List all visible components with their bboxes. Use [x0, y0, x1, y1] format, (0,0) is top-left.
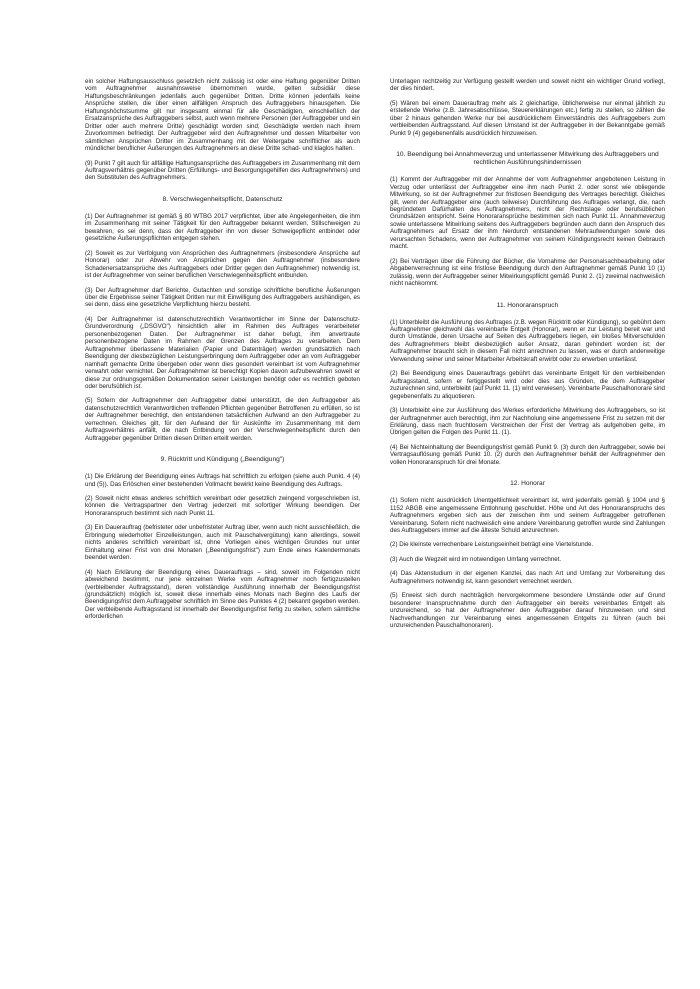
right-paragraph: (4) Bei Nichteinhaltung der Beendigungsfrist gemäß Punkt 9. (3) durch den Auftraggeber, sowie bei Vertragsauflösung gemäß Punkt 10. (2) durch den Auftragnehmer behält der Auftragnehmer den vollen Honoraranspruch für drei Monate. [390, 443, 665, 466]
right-paragraph: (5) Wären bei einem Dauerauftrag mehr als 2 gleichartige, üblicherweise nur einmal jährlich zu erstellende Werke (z.B. Jahresabschlüsse, Steuererklärungen etc.) fertig zu stellen, so zählen die über 2 hinaus gehenden Werke nur bei ausdrücklichem Einverständnis des Auftraggebers zum verbleibenden Auftragsstand. Auf diesen Umstand ist der Auftraggeber in der Bekanntgabe gemäß Punkt 9 (4) gegebenenfalls ausdrücklich hinzuweisen. [390, 99, 665, 137]
right-section-heading: 11. Honoraranspruch [496, 301, 559, 309]
left-paragraph: (3) Ein Dauerauftrag (befristeter oder unbefristeter Auftrag über, wenn auch nicht ausschließlich, die Erbringung wiederholter Einzelleistungen, auch mit Pauschalvergütung) kann allerdings, soweit nichts anderes schriftlich vereinbart ist, ohne Vorliegen eines wichtigen Grundes nur unter Einhaltung einer Frist von drei Monaten („Beendigungsfrist") zum Ende eines Kalendermonats beendet werden. [85, 524, 360, 562]
left-paragraph: (2) Soweit nicht etwas anderes schriftlich vereinbart oder gesetzlich zwingend vorgeschrieben ist, können die Vertragspartner den Vertrag jederzeit mit sofortiger Wirkung beendigen. Der Honoraranspruch bestimmt sich nach Punkt 11. [85, 495, 360, 517]
left-paragraph: (9) Punkt 7 gilt auch für allfällige Haftungsansprüche des Auftraggebers im Zusammenhang mit dem Auftragsverhältnis gegenüber Dritten (Erfüllungs- und Besorgungsgehilfen des Auftragnehmers) und den Substituten des Auftragnehmers. [85, 159, 360, 182]
right-paragraph: (5) Erweist sich durch nachträglich hervorgekommene besondere Umstände oder auf Grund besonderer Inanspruchnahme durch den Auftraggeber ein bereits vereinbartes Entgelt als unzureichend, so hat der Auftragnehmer den Auftraggeber darauf hinzuweisen und sind Nachverhandlungen zur Vereinbarung eines angemessenen Entgelts zu führen (auch bei unzureichenden Pauschalhonoraren). [390, 592, 665, 630]
right-section-heading: 10. Beendigung bei Annahmeverzug und unterlassener Mitwirkung des Auftraggebers und rechtlichen Ausführungshindernissen [396, 151, 659, 167]
right-paragraph: (2) Die kleinste verrechenbare Leistungseinheit beträgt eine Viertelstunde. [390, 541, 594, 549]
right-paragraph: (2) Bei Beendigung eines Dauerauftrags gebührt das vereinbarte Entgelt für den verbleibenden Auftragsstand, sofern er fertiggestellt wird oder dies aus Gründen, die dem Auftraggeber zuzurechnen sind, unterbleibt (auf Punkt 11. (1) wird verwiesen). Vereinbarte Pauschalhonorare sind gegebenenfalls zu aliquotieren. [390, 370, 665, 400]
right-paragraph: (1) Unterbleibt die Ausführung des Auftrages (z.B. wegen Rücktritt oder Kündigung), so gebührt dem Auftragnehmer gleichwohl das vereinbarte Entgelt (Honorar), wenn er zur Leistung bereit war und durch Umstände, deren Ursache auf Seiten des Auftraggebers liegen, ein bloßes Mitverschulden des Auftragnehmers bleibt diesbezüglich außer Ansatz, daran gehindert worden ist; der Auftragnehmer braucht sich in diesem Fall nicht anrechnen zu lassen, was er durch anderweitige Verwendung seiner und seiner Mitarbeiter Arbeitskraft erwirbt oder zu erwerben unterlässt. [390, 318, 665, 363]
left-paragraph: ein solcher Haftungsausschluss gesetzlich nicht zulässig ist oder eine Haftung gegenüber Dritten vom Auftragnehmer ausnahmsweise übernommen wurde, gelten subsidiär diese Haftungsbeschränkungen jedenfalls auch gegenüber Dritten. Dritte können jedenfalls keine Ansprüche stellen, die über einen allfälligen Anspruch des Auftraggebers hinausgehen. Die Haftungshöchstsumme gilt nur insgesamt einmal für alle Geschädigten, einschließlich der Ersatzansprüche des Auftraggebers selbst, auch wenn mehrere Personen (der Auftraggeber und ein Dritter oder auch mehrere Dritte) geschädigt worden sind; Geschädigte werden nach ihrem Zuvorkommen befriedigt. Der Auftraggeber wird den Auftragnehmer und dessen Mitarbeiter von sämtlichen Ansprüchen Dritter im Zusammenhang mit der Weitergabe schriftlicher als auch mündlicher beruflicher Äußerungen des Auftragnehmers an diese Dritte schad- und klaglos halten. [85, 78, 360, 153]
right-paragraph: (3) Unterbleibt eine zur Ausführung des Werkes erforderliche Mitwirkung des Auftraggebers, so ist der Auftragnehmer auch berechtigt, ihm zur Nachholung eine angemessene Frist zu setzen mit der Erklärung, dass nach fruchtlosem Verstreichen der Frist der Vertrag als aufgehoben gelte, im Übrigen gelten die Folgen des Punkt 11. (1). [390, 407, 665, 437]
right-paragraph: (4) Das Aktenstudium in der eigenen Kanzlei, das nach Art und Umfang zur Vorbereitung des Auftragnehmers notwendig ist, kann gesondert verrechnet werden. [390, 570, 665, 585]
right-paragraph: Unterlagen rechtzeitig zur Verfügung gestellt werden und soweit nicht ein wichtiger Grund vorliegt, der dies hindert. [390, 78, 665, 93]
left-paragraph: (4) Nach Erklärung der Beendigung eines Dauerauftrags – sind, soweit im Folgenden nicht abweichend bestimmt, nur jene einzelnen Werke vom Auftragnehmer noch fertigzustellen (verbleibender Auftragsstand), deren vollständige Ausführung innerhalb der Beendigungsfrist (grundsätzlich) möglich ist, soweit diese innerhalb eines Monats nach Beginn des Laufs der Beendigungsfrist dem Auftraggeber schriftlich im Sinne des Punktes 4 (2) bekannt gegeben werden. Der verbleibende Auftragsstand ist innerhalb der Beendigungsfrist fertig zu stellen, sofern sämtliche erforderlichen [85, 568, 360, 621]
left-paragraph: (1) Der Auftragnehmer ist gemäß § 80 WTBG 2017 verpflichtet, über alle Angelegenheiten, die ihm im Zusammenhang mit seiner Tätigkeit für den Auftraggeber bekannt werden, Stillschweigen zu bewahren, es sei denn, dass der Auftraggeber ihn von dieser Schweigepflicht entbindet oder gesetzliche Äußerungspflichten entgegen stehen. [85, 212, 360, 243]
left-paragraph: (3) Der Auftragnehmer darf Berichte, Gutachten und sonstige schriftliche berufliche Äußerungen über die Ergebnisse seiner Tätigkeit Dritten nur mit Einwilligung des Auftraggebers aushändigen, es sei denn, dass eine gesetzliche Verpflichtung hierzu besteht. [85, 286, 360, 309]
left-paragraph: (2) Soweit es zur Verfolgung von Ansprüchen des Auftragnehmers (insbesondere Ansprüche auf Honorar) oder zur Abwehr von Ansprüchen gegen den Auftragnehmer (insbesondere Schadenersatzansprüche des Auftraggebers oder Dritter gegen den Auftragnehmer) notwendig ist, ist der Auftragnehmer von seiner beruflichen Verschwiegenheitspflicht entbunden. [85, 249, 360, 280]
left-paragraph: (5) Sofern der Auftragnehmer den Auftraggeber dabei unterstützt, die den Auftraggeber als datenschutzrechtlich Verantwortlichen treffenden Pflichten gegenüber Betroffenen zu erfüllen, so ist der Auftragnehmer berechtigt, den entstandenen tatsächlichen Aufwand an den Auftraggeber zu verrechnen. Gleiches gilt, für den Aufwand der für Auskünfte im Zusammenhang mit dem Auftragsverhältnis anfällt, die nach Entbindung von der Verschwiegenheitspflicht durch den Auftraggeber gegenüber Dritten diesen Dritten erteilt werden. [85, 397, 360, 442]
right-paragraph: (1) Kommt der Auftraggeber mit der Annahme der vom Auftragnehmer angebotenen Leistung in Verzug oder unterlässt der Auftraggeber eine ihm nach Punkt 2. oder sonst wie obliegende Mitwirkung, so ist der Auftragnehmer zur fristlosen Beendigung des Vertrages berechtigt. Gleiches gilt, wenn der Auftraggeber eine (auch teilweise) Durchführung des Auftrages verlangt, die, nach begründetem Dafürhalten des Auftragnehmers, nicht der Rechtslage oder berufsüblichen Grundsätzen entspricht. Seine Honoraransprüche bestimmen sich nach Punkt 11. Annahmeverzug sowie unterlassene Mitwirkung seitens des Auftraggebers begründen auch dann den Anspruch des Auftragnehmers auf Ersatz der ihm hierdurch entstandenen Mehraufwendungen sowie des verursachten Schadens, wenn der Auftragnehmer von seinem Kündigungsrecht keinen Gebrauch macht. [390, 176, 665, 251]
left-section-heading: 8. Verschwiegenheitspflicht, Datenschutz [162, 195, 283, 203]
right-paragraph: (2) Bei Verträgen über die Führung der Bücher, die Vornahme der Personalsachbearbeitung oder Abgabenverrechnung ist eine fristlose Beendigung durch den Auftragnehmer gemäß Punkt 10 (1) zulässig, wenn der Auftraggeber seiner Mitwirkungspflicht gemäß Punkt 2. (1) zweimal nachweislich nicht nachkommt. [390, 257, 665, 288]
right-column [390, 78, 665, 637]
right-section-heading: 12. Honorar [510, 480, 545, 488]
left-column [85, 78, 360, 628]
left-paragraph: (4) Der Auftragnehmer ist datenschutzrechtlich Verantwortlicher im Sinne der Datenschutz-Grundverordnung („DSGVO") hinsichtlich aller im Rahmen des Auftrages verarbeiteter personenbezogenen Daten. Der Auftragnehmer ist daher befugt, ihm anvertraute personenbezogene Daten im Rahmen der Grenzen des Auftrages zu verarbeiten. Dem Auftragnehmer überlassene Materialien (Papier und Datenträger) werden grundsätzlich nach Beendigung der diesbezüglichen Leistungserbringung dem Auftraggeber oder an vom Auftraggeber namhaft gemachte Dritte übergeben oder wenn dies gesondert vereinbart ist vom Auftragnehmer verwahrt oder vernichtet. Der Auftragnehmer ist berechtigt Kopien davon aufzubewahren soweit er diese zur ordnungsgemäßen Dokumentation seiner Leistungen benötigt oder es rechtlich geboten oder berufsüblich ist. [85, 315, 360, 390]
left-paragraph: (1) Die Erklärung der Beendigung eines Auftrags hat schriftlich zu erfolgen (siehe auch Punkt. 4 (4) und (5)). Das Erlöschen einer bestehenden Vollmacht bewirkt keine Beendigung des Auftrags. [85, 473, 360, 488]
right-paragraph: (1) Sofern nicht ausdrücklich Unentgeltlichkeit vereinbart ist, wird jedenfalls gemäß § 1004 und § 1152 ABGB eine angemessene Entlohnung geschuldet. Höhe und Art des Honoraranspruchs des Auftragnehmers ergeben sich aus der zwischen ihm und seinem Auftraggeber getroffenen Vereinbarung. Sofern nicht nachweislich eine andere Vereinbarung getroffen wurde sind Zahlungen des Auftraggebers immer auf die älteste Schuld anzurechnen. [390, 497, 665, 535]
left-section-heading: 9. Rücktritt und Kündigung („Beendigung") [160, 456, 285, 464]
right-paragraph: (3) Auch die Wegzeit wird im notwendigen Umfang verrechnet. [390, 555, 562, 563]
